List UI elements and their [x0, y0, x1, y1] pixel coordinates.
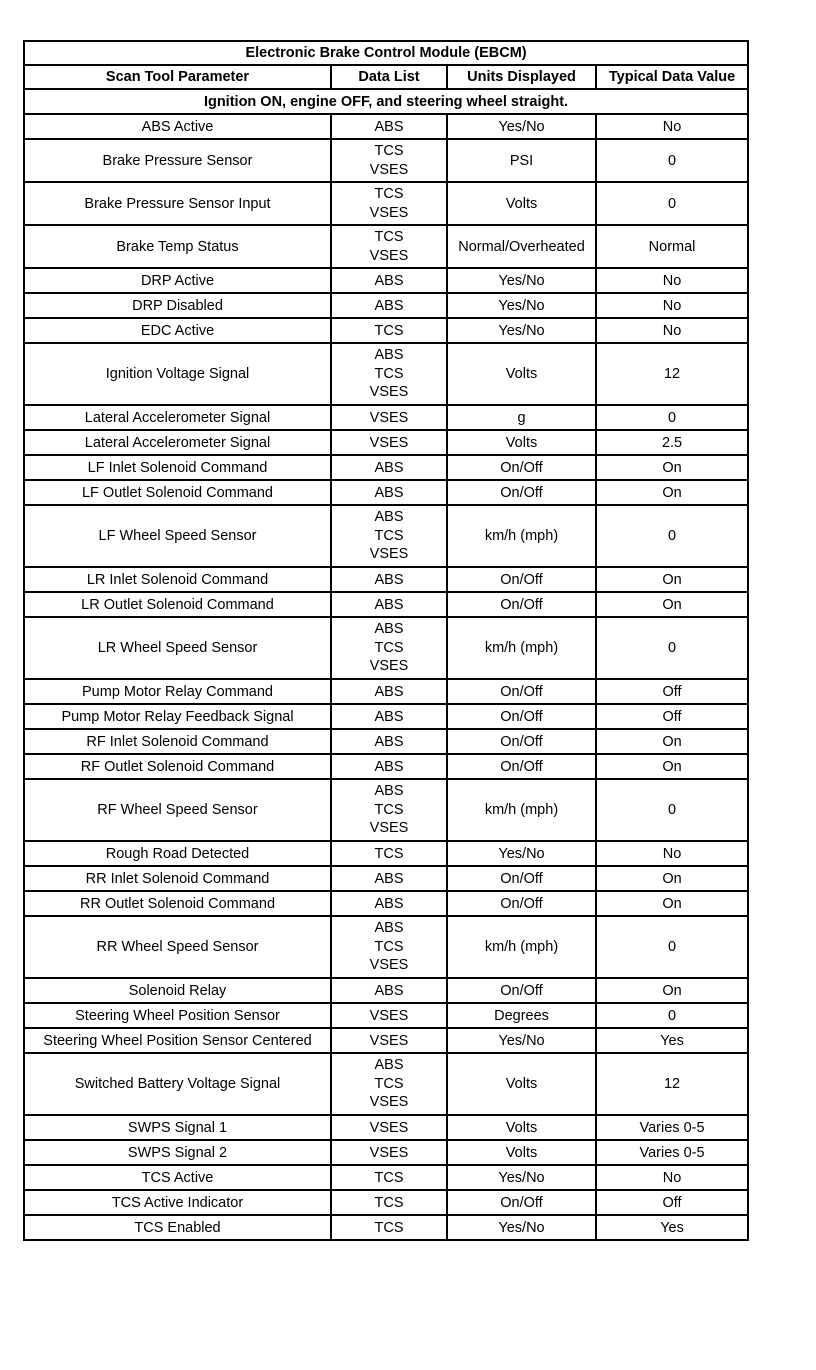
typical-value-cell: Off [596, 1190, 748, 1215]
parameter-cell: EDC Active [24, 318, 331, 343]
table-row [24, 405, 748, 430]
table-row [24, 592, 748, 617]
table-row [24, 1215, 748, 1240]
parameter-cell: Brake Pressure Sensor Input [24, 182, 331, 225]
data-list-cell: TCS [331, 1190, 447, 1215]
table-row [24, 866, 748, 891]
table-row [24, 617, 748, 679]
data-list-entry: ABS [374, 920, 404, 937]
data-list-cell: ABS [331, 567, 447, 592]
data-list-entry: VSES [369, 247, 409, 264]
typical-value-cell: No [596, 1165, 748, 1190]
data-list-cell: ABS [331, 978, 447, 1003]
parameter-cell: RR Inlet Solenoid Command [24, 866, 331, 891]
table-row [24, 114, 748, 139]
parameter-cell: TCS Enabled [24, 1215, 331, 1240]
units-cell: km/h (mph) [447, 505, 596, 567]
units-cell: On/Off [447, 455, 596, 480]
table-row [24, 978, 748, 1003]
data-list-entry: TCS [374, 639, 404, 656]
data-list-cell [331, 779, 447, 841]
units-cell: Yes/No [447, 318, 596, 343]
data-list-entry: TCS [374, 186, 404, 202]
units-cell: Volts [447, 182, 596, 225]
table-row [24, 505, 748, 567]
test-condition: Ignition ON, engine OFF, and steering wheel straight. [24, 89, 748, 114]
typical-value-cell: On [596, 866, 748, 891]
data-list-entry: TCS [374, 229, 404, 245]
units-cell: On/Off [447, 480, 596, 505]
data-list-entry: ABS [374, 783, 404, 800]
typical-value-cell: On [596, 480, 748, 505]
typical-value-cell: Yes [596, 1028, 748, 1053]
typical-value-cell: Off [596, 679, 748, 704]
data-list-entry: ABS [374, 509, 404, 526]
table-row [24, 293, 748, 318]
data-list-cell: ABS [331, 729, 447, 754]
parameter-cell: Steering Wheel Position Sensor Centered [24, 1028, 331, 1053]
typical-value-cell: 12 [596, 343, 748, 405]
table-row [24, 182, 748, 225]
table-row [24, 754, 748, 779]
parameter-cell: Switched Battery Voltage Signal [24, 1053, 331, 1115]
units-cell: On/Off [447, 978, 596, 1003]
units-cell: km/h (mph) [447, 916, 596, 978]
data-list-cell [331, 139, 447, 182]
parameter-cell: LR Outlet Solenoid Command [24, 592, 331, 617]
typical-value-cell: 0 [596, 916, 748, 978]
table-row [24, 455, 748, 480]
parameter-cell: SWPS Signal 1 [24, 1115, 331, 1140]
data-list-entry: VSES [369, 384, 409, 401]
ebcm-data-table [23, 40, 749, 1241]
table-row [24, 343, 748, 405]
data-list-entry: TCS [374, 938, 404, 955]
units-cell: Degrees [447, 1003, 596, 1028]
data-list-cell: TCS [331, 1215, 447, 1240]
table-row [24, 891, 748, 916]
units-cell: On/Off [447, 729, 596, 754]
typical-value-cell: No [596, 114, 748, 139]
typical-value-cell: 2.5 [596, 430, 748, 455]
data-list-cell: ABS [331, 114, 447, 139]
parameter-cell: Brake Temp Status [24, 225, 331, 268]
data-list-entry: TCS [374, 801, 404, 818]
data-list-entry: ABS [374, 1057, 404, 1074]
parameter-cell: Ignition Voltage Signal [24, 343, 331, 405]
data-list-entry: VSES [369, 1094, 409, 1111]
header-units-displayed: Units Displayed [447, 65, 596, 89]
typical-value-cell: On [596, 455, 748, 480]
units-cell: Yes/No [447, 268, 596, 293]
typical-value-cell: No [596, 293, 748, 318]
units-cell: On/Off [447, 891, 596, 916]
table-row [24, 729, 748, 754]
table-row [24, 916, 748, 978]
units-cell: Volts [447, 1053, 596, 1115]
typical-value-cell: On [596, 567, 748, 592]
typical-value-cell: Varies 0-5 [596, 1115, 748, 1140]
data-list-cell: VSES [331, 430, 447, 455]
data-list-entry: VSES [369, 957, 409, 974]
parameter-cell: LR Wheel Speed Sensor [24, 617, 331, 679]
parameter-cell: TCS Active [24, 1165, 331, 1190]
units-cell: Yes/No [447, 293, 596, 318]
data-list-cell: ABS [331, 754, 447, 779]
data-list-entry: VSES [369, 204, 409, 221]
data-list-cell: VSES [331, 405, 447, 430]
typical-value-cell: 0 [596, 617, 748, 679]
parameter-cell: RF Outlet Solenoid Command [24, 754, 331, 779]
units-cell: Yes/No [447, 1028, 596, 1053]
units-cell: Volts [447, 343, 596, 405]
parameter-cell: Steering Wheel Position Sensor [24, 1003, 331, 1028]
typical-value-cell: Off [596, 704, 748, 729]
data-list-cell: ABS [331, 891, 447, 916]
typical-value-cell: No [596, 318, 748, 343]
units-cell: Yes/No [447, 1165, 596, 1190]
data-list-cell: ABS [331, 293, 447, 318]
data-list-cell: ABS [331, 592, 447, 617]
table-row [24, 841, 748, 866]
units-cell: On/Off [447, 679, 596, 704]
units-cell: km/h (mph) [447, 617, 596, 679]
data-list-cell: VSES [331, 1115, 447, 1140]
table-row [24, 1190, 748, 1215]
data-list-entry: VSES [369, 658, 409, 675]
data-list-cell [331, 225, 447, 268]
parameter-cell: LF Inlet Solenoid Command [24, 455, 331, 480]
typical-value-cell: Yes [596, 1215, 748, 1240]
data-list-entry: TCS [374, 1075, 404, 1092]
data-list-cell: ABS [331, 268, 447, 293]
units-cell: On/Off [447, 754, 596, 779]
units-cell: Yes/No [447, 114, 596, 139]
table-row [24, 1165, 748, 1190]
units-cell: g [447, 405, 596, 430]
table-row [24, 567, 748, 592]
data-list-cell [331, 505, 447, 567]
parameter-cell: Lateral Accelerometer Signal [24, 430, 331, 455]
data-list-cell: ABS [331, 704, 447, 729]
typical-value-cell: On [596, 592, 748, 617]
table-row [24, 1140, 748, 1165]
table-row [24, 704, 748, 729]
data-list-cell [331, 343, 447, 405]
typical-value-cell: On [596, 978, 748, 1003]
parameter-cell: Lateral Accelerometer Signal [24, 405, 331, 430]
typical-value-cell: 0 [596, 182, 748, 225]
data-list-entry: TCS [374, 527, 404, 544]
typical-value-cell: No [596, 268, 748, 293]
parameter-cell: TCS Active Indicator [24, 1190, 331, 1215]
data-list-cell [331, 617, 447, 679]
table-row [24, 1003, 748, 1028]
table-row [24, 430, 748, 455]
table-row [24, 480, 748, 505]
data-list-entry: ABS [374, 347, 404, 364]
typical-value-cell: Varies 0-5 [596, 1140, 748, 1165]
data-list-entry: TCS [374, 143, 404, 159]
data-list-cell: ABS [331, 480, 447, 505]
table-row [24, 1115, 748, 1140]
table-row [24, 1028, 748, 1053]
units-cell: Normal/Overheated [447, 225, 596, 268]
typical-value-cell: 0 [596, 139, 748, 182]
units-cell: Yes/No [447, 1215, 596, 1240]
parameter-cell: LR Inlet Solenoid Command [24, 567, 331, 592]
parameter-cell: Brake Pressure Sensor [24, 139, 331, 182]
header-typical-data-value: Typical Data Value [596, 65, 748, 89]
typical-value-cell: On [596, 754, 748, 779]
units-cell: On/Off [447, 866, 596, 891]
data-list-cell: VSES [331, 1028, 447, 1053]
data-list-entry: VSES [369, 546, 409, 563]
units-cell: km/h (mph) [447, 779, 596, 841]
parameter-cell: RR Outlet Solenoid Command [24, 891, 331, 916]
units-cell: Yes/No [447, 841, 596, 866]
units-cell: On/Off [447, 704, 596, 729]
typical-value-cell: 0 [596, 1003, 748, 1028]
units-cell: Volts [447, 430, 596, 455]
typical-value-cell: No [596, 841, 748, 866]
data-list-cell: ABS [331, 679, 447, 704]
data-list-entry: TCS [374, 365, 404, 382]
parameter-cell: Rough Road Detected [24, 841, 331, 866]
typical-value-cell: 12 [596, 1053, 748, 1115]
parameter-cell: ABS Active [24, 114, 331, 139]
table-row [24, 679, 748, 704]
data-list-cell: VSES [331, 1140, 447, 1165]
typical-value-cell: On [596, 891, 748, 916]
table-row [24, 268, 748, 293]
typical-value-cell: 0 [596, 779, 748, 841]
parameter-cell: DRP Active [24, 268, 331, 293]
typical-value-cell: On [596, 729, 748, 754]
units-cell: On/Off [447, 567, 596, 592]
data-list-cell: TCS [331, 318, 447, 343]
parameter-cell: Pump Motor Relay Command [24, 679, 331, 704]
parameter-cell: RR Wheel Speed Sensor [24, 916, 331, 978]
data-list-entry: ABS [374, 621, 404, 638]
units-cell: PSI [447, 139, 596, 182]
data-list-cell: ABS [331, 866, 447, 891]
parameter-cell: Pump Motor Relay Feedback Signal [24, 704, 331, 729]
data-list-cell: VSES [331, 1003, 447, 1028]
header-scan-tool-parameter: Scan Tool Parameter [24, 65, 331, 89]
parameter-cell: RF Wheel Speed Sensor [24, 779, 331, 841]
units-cell: On/Off [447, 1190, 596, 1215]
data-list-cell: ABS [331, 455, 447, 480]
typical-value-cell: 0 [596, 505, 748, 567]
data-list-cell: TCS [331, 1165, 447, 1190]
table-row [24, 318, 748, 343]
data-list-entry: VSES [369, 161, 409, 178]
table-row [24, 1053, 748, 1115]
table-body [24, 89, 748, 1240]
table-row [24, 139, 748, 182]
parameter-cell: RF Inlet Solenoid Command [24, 729, 331, 754]
parameter-cell: SWPS Signal 2 [24, 1140, 331, 1165]
data-list-cell [331, 182, 447, 225]
data-list-cell [331, 916, 447, 978]
units-cell: On/Off [447, 592, 596, 617]
table-title: Electronic Brake Control Module (EBCM) [24, 41, 748, 65]
units-cell: Volts [447, 1115, 596, 1140]
parameter-cell: Solenoid Relay [24, 978, 331, 1003]
parameter-cell: DRP Disabled [24, 293, 331, 318]
parameter-cell: LF Outlet Solenoid Command [24, 480, 331, 505]
data-list-cell: TCS [331, 841, 447, 866]
parameter-cell: LF Wheel Speed Sensor [24, 505, 331, 567]
typical-value-cell: Normal [596, 225, 748, 268]
typical-value-cell: 0 [596, 405, 748, 430]
header-data-list: Data List [331, 65, 447, 89]
data-list-cell [331, 1053, 447, 1115]
units-cell: Volts [447, 1140, 596, 1165]
table-row [24, 779, 748, 841]
data-list-entry: VSES [369, 820, 409, 837]
table-row [24, 225, 748, 268]
